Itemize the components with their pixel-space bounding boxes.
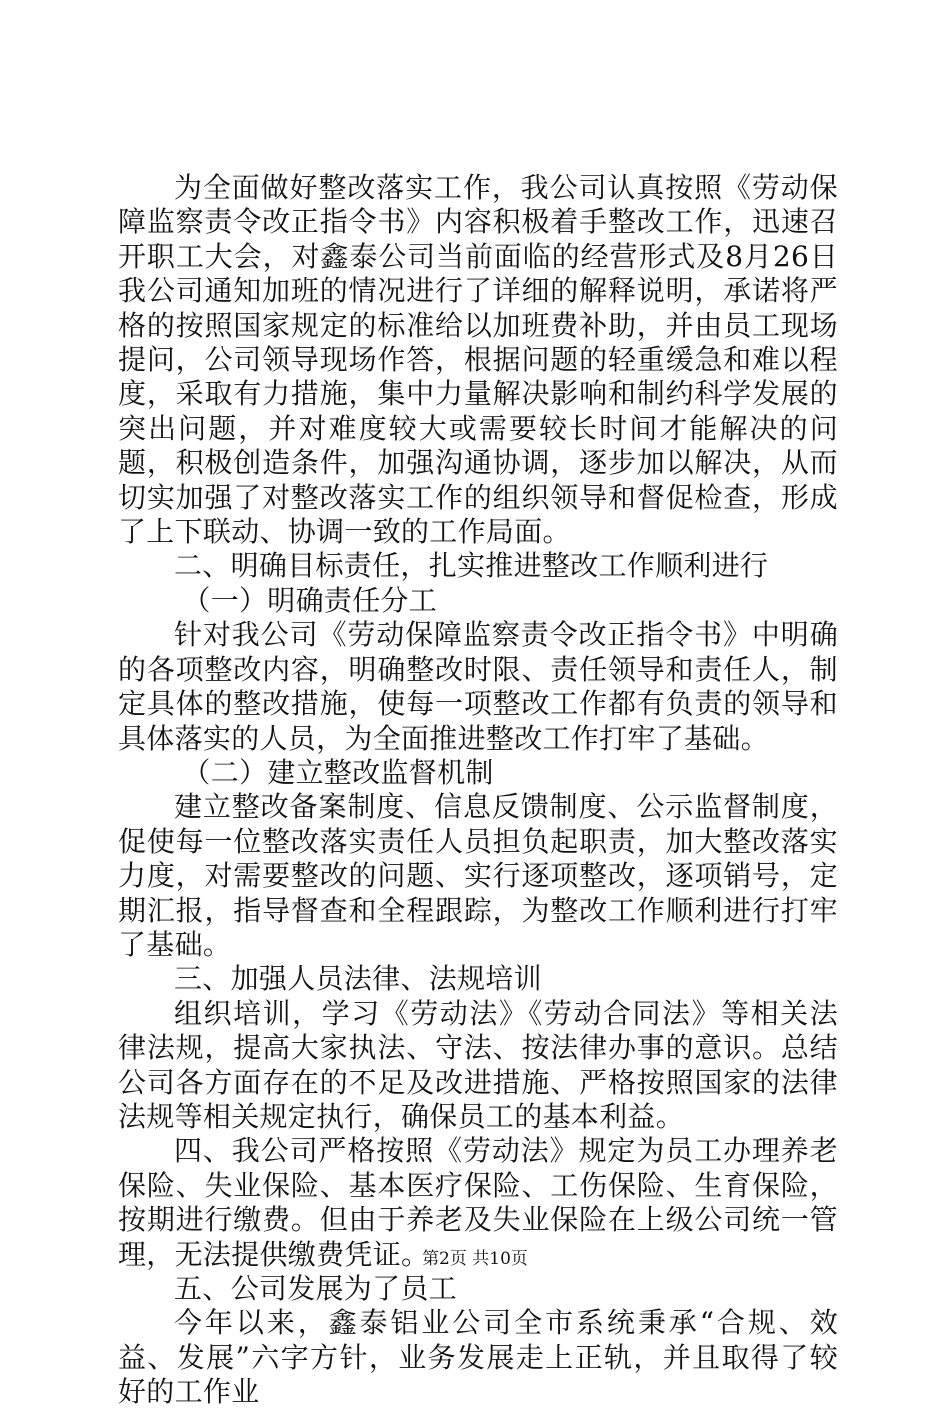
page-number-footer: 第2页 共10页 <box>422 1249 528 1269</box>
section-heading-2: 二、明确目标责任，扎实推进整改工作顺利进行 <box>174 549 769 583</box>
paragraph-training: 组织培训，学习《劳动法》《劳动合同法》等相关法律法规，提高大家执法、守法、按法律办事的意识。总结公司各方面存在的不足及改进措施、严格按照国家的法律法规等相关规定执行，确保员工的基本利益。 <box>118 996 838 1133</box>
paragraph-intro: 为全面做好整改落实工作，我公司认真按照《劳动保障监察责令改正指令书》内容积极着手整改工作，迅速召开职工大会，对鑫泰公司当前面临的经营形式及8月26日我公司通知加班的情况进行了详细的解释说明，承诺将严格的按照国家规定的标准给以加班费补助，并由员工现场提问，公司领导现场作答，根据问题的轻重缓急和难以程度，采取有力措施，集中力量解决影响和制约科学发展的突出问题，并对难度较大或需要较长时间才能解决的问题，积极创造条件，加强沟通协调，逐步加以解决，从而切实加强了对整改落实工作的组织领导和督促检查，形成了上下联动、协调一致的工作局面。 <box>118 171 838 549</box>
document-body <box>118 171 838 1410</box>
subsection-heading-2-1: （一）明确责任分工 <box>182 583 438 617</box>
paragraph-development: 今年以来，鑫泰铝业公司全市系统秉承“合规、效益、发展”六字方针，业务发展走上正轨，并且取得了较好的工作业 <box>118 1306 838 1409</box>
section-paragraph-4-insurance: 四、我公司严格按照《劳动法》规定为员工办理养老保险、失业保险、基本医疗保险、工伤保险、生育保险，按期进行缴费。但由于养老及失业保险在上级公司统一管理，无法提供缴费凭证。 <box>118 1134 838 1271</box>
paragraph-responsibility: 针对我公司《劳动保障监察责令改正指令书》中明确的各项整改内容，明确整改时限、责任领导和责任人，制定具体的整改措施，使每一项整改工作都有负责的领导和具体落实的人员，为全面推进整改工作打牢了基础。 <box>118 618 838 755</box>
paragraph-supervision: 建立整改备案制度、信息反馈制度、公示监督制度，促使每一位整改落实责任人员担负起职责，加大整改落实力度，对需要整改的问题、实行逐项整改，逐项销号，定期汇报，指导督查和全程跟踪，为整改工作顺利进行打牢了基础。 <box>118 790 838 961</box>
subsection-heading-2-2: （二）建立整改监督机制 <box>182 755 494 789</box>
section-heading-5: 五、公司发展为了员工 <box>174 1272 458 1305</box>
section-heading-3: 三、加强人员法律、法规培训 <box>174 962 542 996</box>
